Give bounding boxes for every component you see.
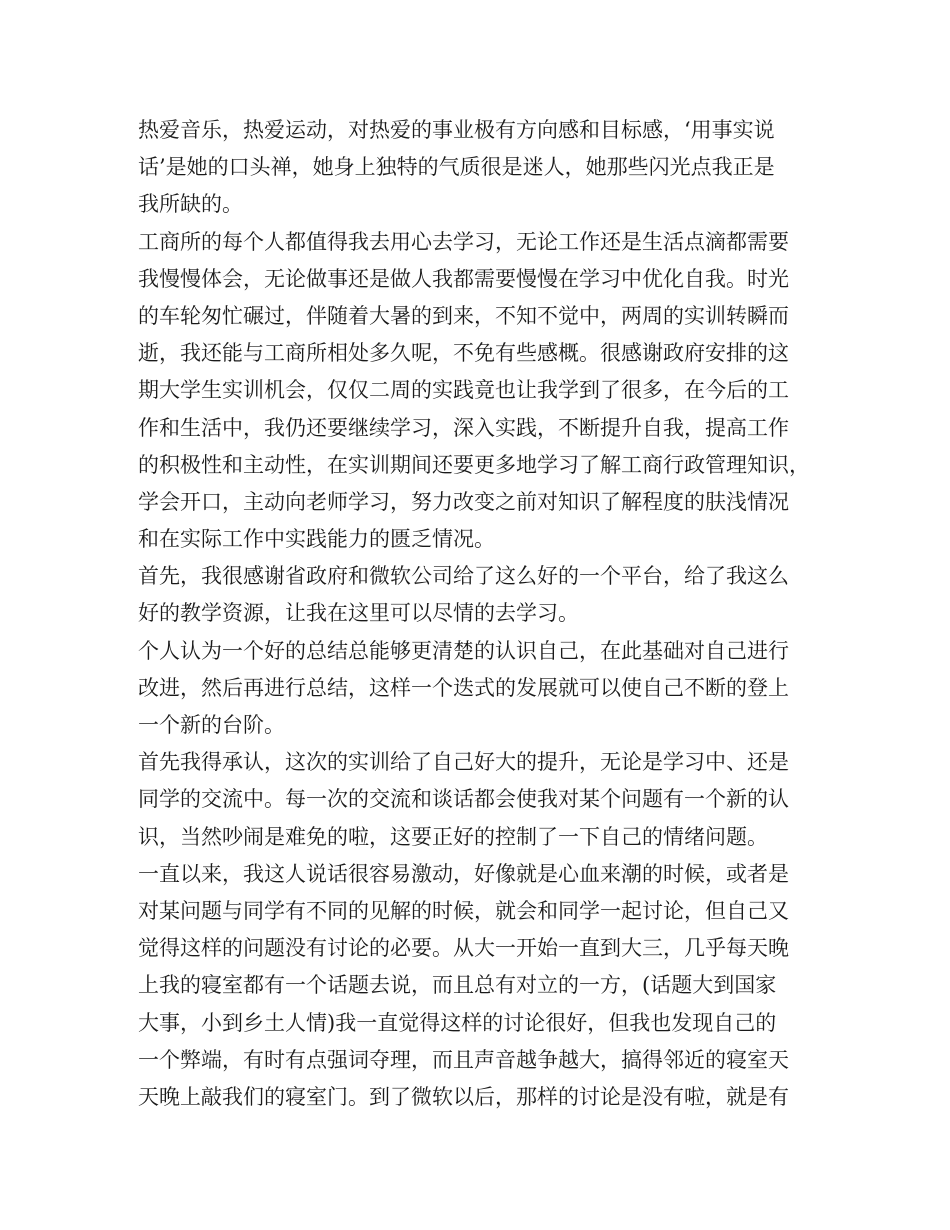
text-line: 作和生活中，我仍还要继续学习，深入实践，不断提升自我，提高工作 [138, 415, 789, 440]
text-line: 一直以来，我这人说话很容易激动，好像就是心血来潮的时候，或者是 [138, 861, 789, 886]
text-line: 大事，小到乡土人情)我一直觉得这样的讨论很好，但我也发现自己的 [138, 1010, 777, 1035]
text-line: 上我的寝室都有一个话题去说，而且总有对立的一方，(话题大到国家 [138, 973, 777, 998]
text-line: 我所缺的。 [138, 192, 243, 217]
text-line: 个人认为一个好的总结总能够更清楚的认识自己，在此基础对自己进行 [138, 638, 789, 663]
text-line: 学会开口，主动向老师学习，努力改变之前对知识了解程度的肤浅情况 [138, 489, 789, 514]
text-line: 首先，我很感谢省政府和微软公司给了这么好的一个平台，给了我这么 [138, 564, 789, 589]
text-line: 话’是她的口头禅，她身上独特的气质很是迷人，她那些闪光点我正是 [138, 155, 775, 180]
text-line: 识，当然吵闹是难免的啦，这要正好的控制了一下自己的情绪问题。 [138, 824, 768, 849]
text-line: 一个新的台阶。 [138, 713, 285, 737]
text-line: 改进，然后再进行总结，这样一个迭式的发展就可以使自己不断的登上 [138, 675, 789, 700]
body-text [138, 112, 828, 1116]
text-line: 我慢慢体会，无论做事还是做人我都需要慢慢在学习中优化自我。时光 [138, 266, 789, 291]
text-line: 和在实际工作中实践能力的匮乏情况。 [138, 527, 495, 552]
text-line: 一个弊端，有时有点强词夺理，而且声音越争越大，搞得邻近的寝室天 [138, 1047, 789, 1072]
text-line: 觉得这样的问题没有讨论的必要。从大一开始一直到大三，几乎每天晚 [138, 936, 789, 961]
text-line: 的积极性和主动性，在实训期间还要更多地学习了解工商行政管理知识， [138, 452, 810, 477]
text-line: 逝，我还能与工商所相处多久呢，不免有些感概。很感谢政府安排的这 [138, 341, 789, 366]
text-line: 好的教学资源，让我在这里可以尽情的去学习。 [138, 601, 579, 626]
text-line: 天晚上敲我们的寝室门。到了微软以后，那样的讨论是没有啦，就是有 [138, 1084, 789, 1109]
text-line: 工商所的每个人都值得我去用心去学习，无论工作还是生活点滴都需要 [138, 229, 789, 254]
text-line: 首先我得承认，这次的实训给了自己好大的提升，无论是学习中、还是 [138, 750, 789, 775]
text-line: 对某问题与同学有不同的见解的时候，就会和同学一起讨论，但自己又 [138, 898, 789, 923]
text-line: 期大学生实训机会，仅仅二周的实践竟也让我学到了很多，在今后的工 [138, 378, 789, 403]
text-line: 同学的交流中。每一次的交流和谈话都会使我对某个问题有一个新的认 [138, 787, 789, 812]
text-line: 热爱音乐，热爱运动，对热爱的事业极有方向感和目标感，‘用事实说 [138, 118, 775, 142]
text-line: 的车轮匆忙碾过，伴随着大暑的到来，不知不觉中，两周的实训转瞬而 [138, 303, 789, 328]
